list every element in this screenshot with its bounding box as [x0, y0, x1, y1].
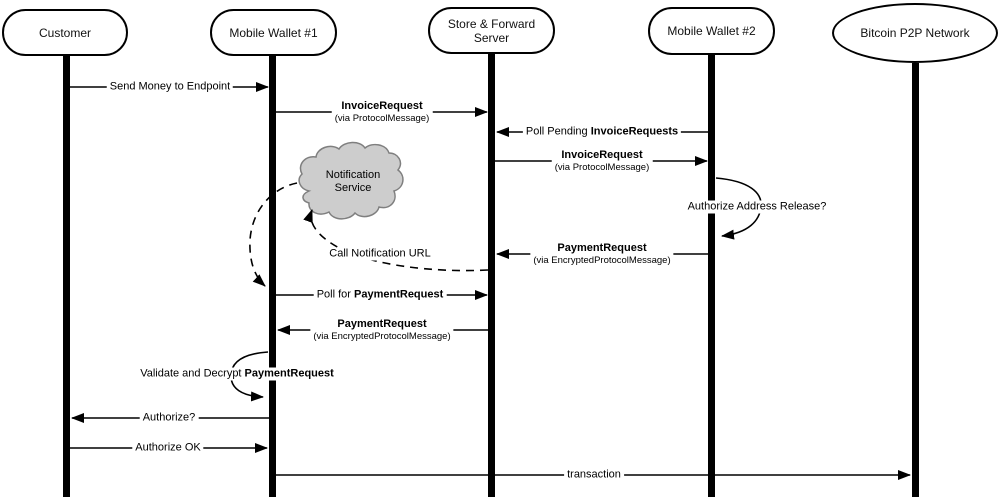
arrow-cloud-to-wallet1 [250, 183, 297, 286]
label-call-notification-url: Call Notification URL [326, 248, 433, 261]
label-authorize-address-release: Authorize Address Release? [685, 201, 830, 214]
actor-customer-label: Customer [38, 25, 91, 40]
label-invoice-request-2: InvoiceRequest (via ProtocolMessage) [552, 149, 653, 173]
label-authorize-question: Authorize? [140, 412, 199, 425]
label-poll-pending-invoicerequests: Poll Pending InvoiceRequests [523, 126, 681, 139]
label-invoice-request-1: InvoiceRequest (via ProtocolMessage) [332, 100, 433, 124]
actor-store-forward-server [428, 7, 555, 54]
label-payment-request-2: PaymentRequest (via EncryptedProtocolMessage) [310, 318, 453, 342]
label-payment-request-1: PaymentRequest (via EncryptedProtocolMessage) [530, 242, 673, 266]
actor-customer [2, 9, 128, 56]
label-authorize-ok: Authorize OK [132, 442, 203, 455]
label-transaction: transaction [564, 469, 624, 482]
actor-bitcoin-p2p-network-label: Bitcoin P2P Network [860, 26, 970, 40]
label-validate-decrypt: Validate and Decrypt PaymentRequest [137, 368, 337, 381]
actor-mobile-wallet-1 [210, 9, 337, 56]
actor-bitcoin-p2p-network [832, 3, 998, 63]
label-poll-for-paymentrequest: Poll for PaymentRequest [314, 289, 447, 302]
actor-mobile-wallet-2 [648, 7, 775, 55]
notification-service-cloud-label: Notification Service [325, 169, 381, 194]
label-send-money: Send Money to Endpoint [107, 81, 233, 94]
actor-mobile-wallet-1-label: Mobile Wallet #1 [229, 25, 318, 40]
actor-mobile-wallet-2-label: Mobile Wallet #2 [667, 24, 756, 38]
actor-store-forward-server-label: Store & Forward Server [447, 16, 536, 45]
